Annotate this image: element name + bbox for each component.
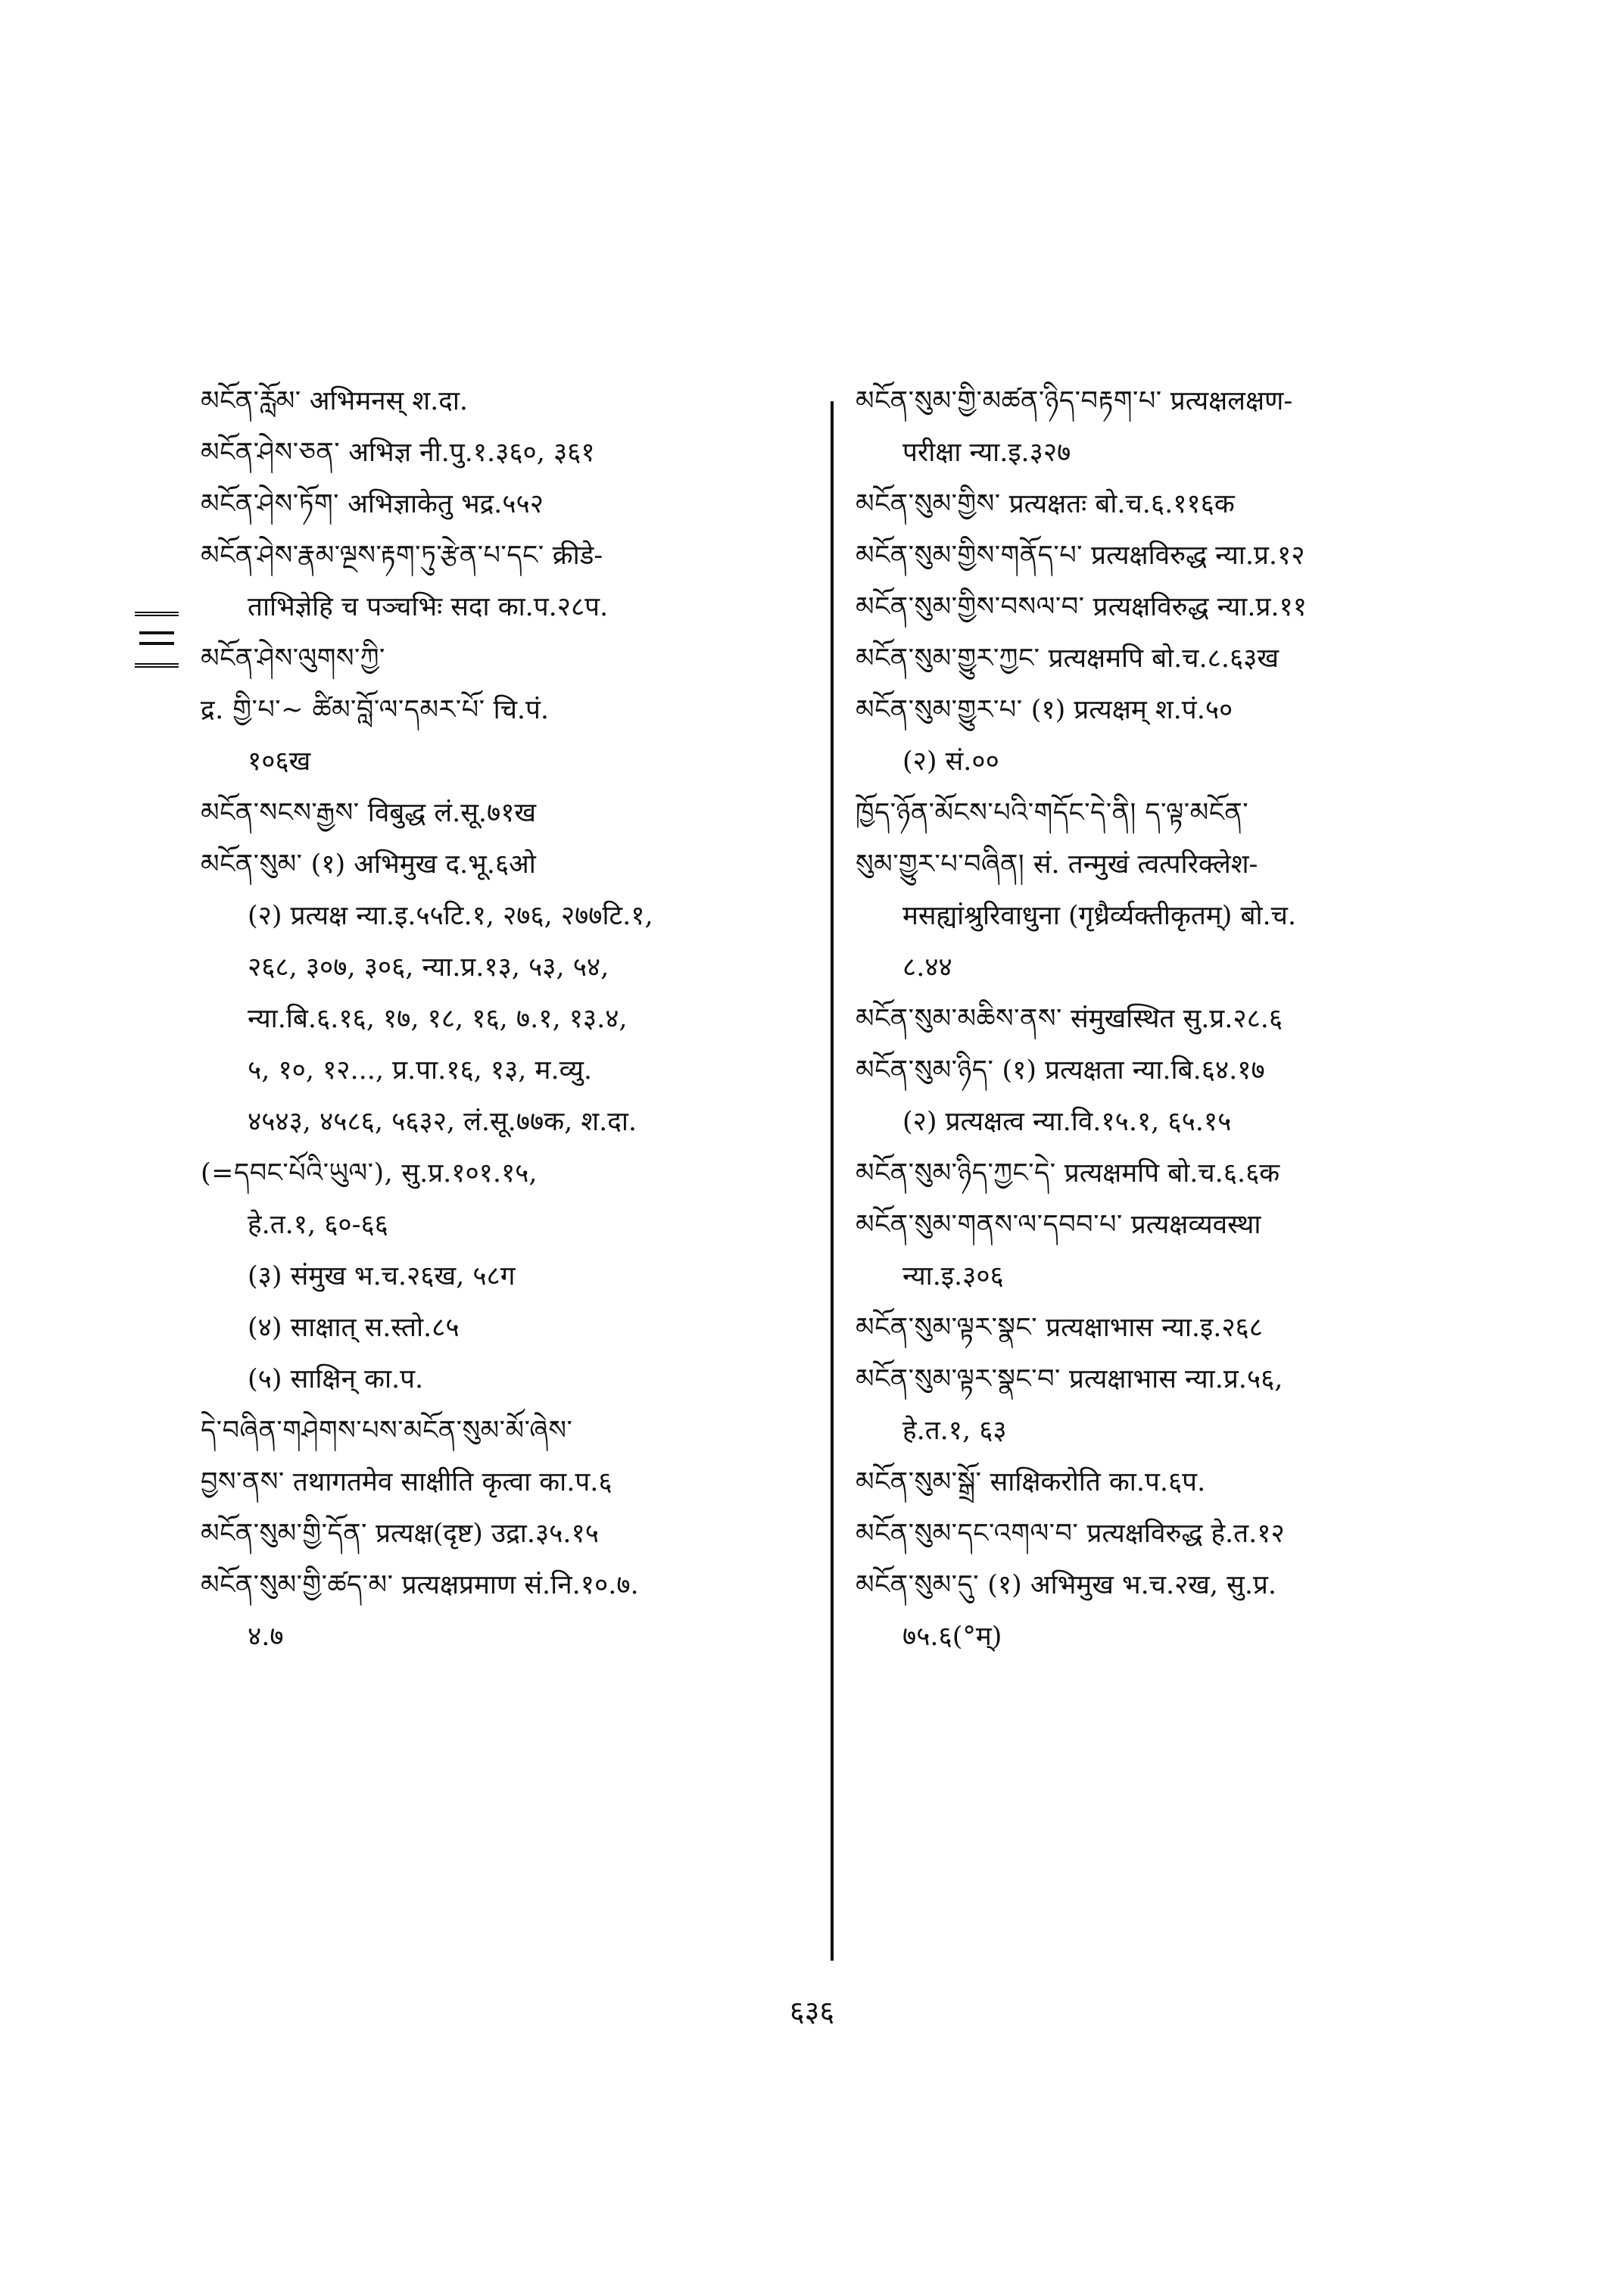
dictionary-entry (201, 1562, 806, 1608)
dictionary-entry (201, 1408, 806, 1453)
dictionary-entry (856, 430, 1446, 475)
tibetan-headword: མངོན་སུམ་མཆིས་ནས་ (856, 1004, 1062, 1034)
sanskrit-gloss: ४५४३, ४५८६, ५६३२, लं.सू.७७क, श.दा. (248, 1107, 637, 1137)
tibetan-headword: མངོན་ཤེས་ཏོག་ (201, 489, 339, 519)
dictionary-entry (856, 636, 1446, 681)
dictionary-entry (201, 1202, 806, 1248)
dictionary-entry (201, 1305, 806, 1351)
tibetan-headword: སུམ་གྱུར་པ་བཞིན། (856, 849, 1033, 880)
sanskrit-gloss: प्रत्यक्षाभास न्या.इ.२६८ (1046, 1313, 1263, 1343)
dictionary-entry (856, 1408, 1446, 1453)
tibetan-headword: མངོན་ཤེས་ཅན་ (201, 438, 341, 468)
dictionary-entry (201, 379, 806, 424)
dictionary-entry (201, 996, 806, 1042)
sanskrit-gloss: चि.पं. (493, 695, 550, 725)
tibetan-headword: མངོན་སུམ་དུ་ (856, 1570, 980, 1600)
sanskrit-gloss: प्रत्यक्षतः बो.च.६.११६क (1008, 489, 1235, 519)
sanskrit-gloss: हे.त.१, ६३ (902, 1416, 1007, 1446)
sanskrit-gloss: प्रत्यक्षमपि बो.च.८.६३ख (1048, 643, 1279, 674)
tibetan-headword: མངོན་སུམ་གྱི་མཚན་ཉིད་བརྟག་པ་ (856, 386, 1162, 416)
sanskrit-gloss: अभिज्ञ नी.पु.१.३६०, ३६१ (348, 438, 595, 468)
sanskrit-gloss: प्रत्यक्षमपि बो.च.६.६क (1064, 1158, 1280, 1189)
sanskrit-gloss: (१) प्रत्यक्षम् श.पं.५० (1030, 695, 1233, 725)
margin-mark-icon (135, 612, 179, 668)
sanskrit-gloss: प्रत्यक्षविरुद्ध न्या.प्र.११ (1093, 592, 1307, 622)
sanskrit-gloss: (२) प्रत्यक्षत्व न्या.वि.१५.१, ६५.१५ (902, 1107, 1232, 1137)
dictionary-entry (856, 1511, 1446, 1556)
dictionary-entry (856, 379, 1446, 424)
tibetan-headword: མངོན་སུམ་གནས་ལ་དབབ་པ་ (856, 1210, 1123, 1240)
dictionary-entry (201, 893, 806, 939)
dictionary-entry (856, 584, 1446, 630)
sanskrit-gloss: (२) प्रत्यक्ष न्या.इ.५५टि.१, २७६, २७७टि.१, (248, 901, 653, 931)
dictionary-entry (201, 1151, 806, 1196)
sanskrit-gloss: प्रत्यक्षप्रमाण सं.नि.१०.७. (401, 1570, 639, 1600)
dictionary-entry (201, 1099, 806, 1145)
page-number: ६३६ (789, 1995, 835, 2028)
dictionary-entry (201, 636, 806, 681)
sanskrit-gloss: तथागतमेव साक्षीति कृत्वा का.प.६ (292, 1467, 613, 1497)
dictionary-entry (201, 584, 806, 630)
tibetan-headword: མངོན་སུམ་ལྟར་སྣང་བ་ (856, 1364, 1061, 1394)
dictionary-entry (856, 1254, 1446, 1299)
tibetan-headword: མངོན་སུམ་ཉིད་ཀྱང་དེ་ (856, 1158, 1056, 1189)
dictionary-entry (201, 481, 806, 527)
tibetan-headword: ཁྱོད་ཉོན་མོངས་པའི་གདོང་དེ་ནི། ད་ལྟ་མངོན་ (856, 798, 1249, 828)
dictionary-entry (201, 790, 806, 836)
tibetan-headword: द्र. གྱི་པ་~ ཚིམ་བློ་ལ་དམར་པོ་ (201, 695, 485, 725)
tibetan-headword: མངོན་སུམ་གྱུར་ཀྱང་ (856, 643, 1040, 674)
sanskrit-gloss: मसह्यांश्रुरिवाधुना (गृध्रैर्व्यक्तीकृतम्) बो.च. (902, 901, 1297, 931)
sanskrit-gloss: न्या.बि.६.१६, १७, १८, १६, ७.१, १३.४, (248, 1004, 628, 1034)
dictionary-entry (856, 533, 1446, 578)
tibetan-headword: མངོན་སུམ་གྱིས་གནོད་པ་ (856, 541, 1083, 571)
dictionary-entry (201, 687, 806, 733)
tibetan-headword: མངོན་ཤེས་རྣམ་ལྔས་རྟག་ཏུ་རྩེན་པ་དང་ (201, 541, 544, 571)
tibetan-headword: མངོན་སུམ་སྒྲོ་ (856, 1467, 982, 1497)
dictionary-entry (856, 842, 1446, 887)
sanskrit-gloss: अभिमनस् श.दा. (309, 386, 469, 416)
sanskrit-gloss: २६८, ३०७, ३०६, न्या.प्र.१३, ५३, ५४, (248, 952, 609, 983)
sanskrit-gloss: साक्षिकरोति का.प.६प. (990, 1467, 1206, 1497)
sanskrit-gloss: प्रत्यक्षविरुद्ध हे.त.१२ (1086, 1519, 1285, 1549)
sanskrit-gloss: (३) संमुख भ.च.२६ख, ५८ग (248, 1261, 516, 1291)
dictionary-entry (856, 739, 1446, 784)
tibetan-headword: མངོན་ཤེས་ལུགས་ཀྱི་ (201, 643, 385, 674)
sanskrit-gloss: सं. तन्मुखं त्वत्परिक्लेश- (1033, 849, 1258, 880)
sanskrit-gloss: ८.४४ (902, 952, 952, 983)
tibetan-headword: མངོན་སུམ་དང་འགལ་བ་ (856, 1519, 1079, 1549)
sanskrit-gloss: (१) प्रत्यक्षता न्या.बि.६४.१७ (1002, 1055, 1265, 1086)
sanskrit-gloss: न्या.इ.३०६ (902, 1261, 1004, 1291)
sanskrit-gloss: हे.त.१, ६०-६६ (248, 1210, 388, 1240)
dictionary-entry (856, 1048, 1446, 1093)
tibetan-headword: མངོན་སུམ་ལྟར་སྣང་ (856, 1313, 1038, 1343)
dictionary-entry (856, 945, 1446, 990)
tibetan-headword: མངོན་སུམ་ (201, 849, 303, 880)
dictionary-entry (856, 1357, 1446, 1402)
dictionary-entry (856, 790, 1446, 836)
tibetan-headword: མངོན་སུམ་གྱིས་ (856, 489, 1001, 519)
dictionary-entry (201, 533, 806, 578)
sanskrit-gloss: प्रत्यक्षव्यवस्था (1130, 1210, 1261, 1240)
dictionary-entry (201, 739, 806, 784)
sanskrit-gloss: प्रत्यक्षविरुद्ध न्या.प्र.१२ (1091, 541, 1305, 571)
dictionary-entry (856, 996, 1446, 1042)
dictionary-entry (856, 1099, 1446, 1145)
sanskrit-gloss: ४.७ (248, 1622, 284, 1652)
sanskrit-gloss: विबुद्ध लं.सू.७१ख (367, 798, 537, 828)
sanskrit-gloss: (५) साक्षिन् का.प. (248, 1364, 424, 1394)
dictionary-entry (856, 481, 1446, 527)
sanskrit-gloss: प्रत्यक्षलक्षण- (1170, 386, 1293, 416)
tibetan-headword: མངོན་སངས་རྒྱས་ (201, 798, 360, 828)
dictionary-entry (856, 1151, 1446, 1196)
sanskrit-gloss: परीक्षा न्या.इ.३२७ (902, 438, 1071, 468)
sanskrit-gloss: (२) सं.०० (902, 746, 999, 777)
dictionary-entry (856, 1460, 1446, 1505)
dictionary-entry (201, 430, 806, 475)
sanskrit-gloss: ताभिज्ञेहि च पञ्चभिः सदा का.प.२८प. (248, 592, 609, 622)
dictionary-entry (856, 893, 1446, 939)
tibetan-headword: དེ་བཞིན་གཤེགས་པས་མངོན་སུམ་མོ་ཞེས་ (201, 1416, 573, 1446)
sanskrit-gloss: क्रीडे- (552, 541, 603, 571)
sanskrit-gloss: १०६ख (248, 746, 311, 777)
sanskrit-gloss: प्रत्यक्ष(दृष्ट) उद्रा.३५.१५ (376, 1519, 599, 1549)
sanskrit-gloss: (४) साक्षात् स.स्तो.८५ (248, 1313, 460, 1343)
tibetan-headword: མངོན་རློམ་ (201, 386, 301, 416)
dictionary-entry (201, 1254, 806, 1299)
sanskrit-gloss: (१) अभिमुख भ.च.२ख, सु.प्र. (987, 1570, 1276, 1600)
dictionary-entry (201, 945, 806, 990)
dictionary-entry (201, 842, 806, 887)
right-column (856, 379, 1446, 1665)
dictionary-entry (201, 1460, 806, 1505)
sanskrit-gloss: ७५.६(°म्) (902, 1622, 1002, 1652)
dictionary-entry (856, 1614, 1446, 1659)
sanskrit-gloss: प्रत्यक्षाभास न्या.प्र.५६, (1069, 1364, 1283, 1394)
sanskrit-gloss: अभिज्ञाकेतु भद्र.५५२ (348, 489, 544, 519)
dictionary-entry (201, 1614, 806, 1659)
tibetan-headword: མངོན་སུམ་གྱི་དོན་ (201, 1519, 367, 1549)
tibetan-headword: (=དབང་པོའི་ཡུལ་), (201, 1158, 394, 1189)
tibetan-headword: མངོན་སུམ་གྱིས་བསལ་བ་ (856, 592, 1085, 622)
dictionary-entry (856, 1305, 1446, 1351)
dictionary-entry (856, 1202, 1446, 1248)
tibetan-headword: མངོན་སུམ་ཉིད་ (856, 1055, 994, 1086)
sanskrit-gloss: (१) अभिमुख द.भू.६ओ (310, 849, 536, 880)
dictionary-entry (201, 1511, 806, 1556)
column-divider (831, 401, 834, 1961)
dictionary-entry (201, 1357, 806, 1402)
dictionary-entry (856, 687, 1446, 733)
sanskrit-gloss: ५, १०, १२..., प्र.पा.१६, १३, म.व्यु. (248, 1055, 592, 1086)
left-column (201, 379, 806, 1665)
sanskrit-gloss: संमुखस्थित सु.प्र.२८.६ (1070, 1004, 1283, 1034)
tibetan-headword: མངོན་སུམ་གྱི་ཚད་མ་ (201, 1570, 394, 1600)
tibetan-headword: བྱས་ནས་ (201, 1467, 285, 1497)
sanskrit-gloss: सु.प्र.१०१.१५, (401, 1158, 538, 1189)
dictionary-entry (201, 1048, 806, 1093)
tibetan-headword: མངོན་སུམ་གྱུར་པ་ (856, 695, 1023, 725)
dictionary-entry (856, 1562, 1446, 1608)
